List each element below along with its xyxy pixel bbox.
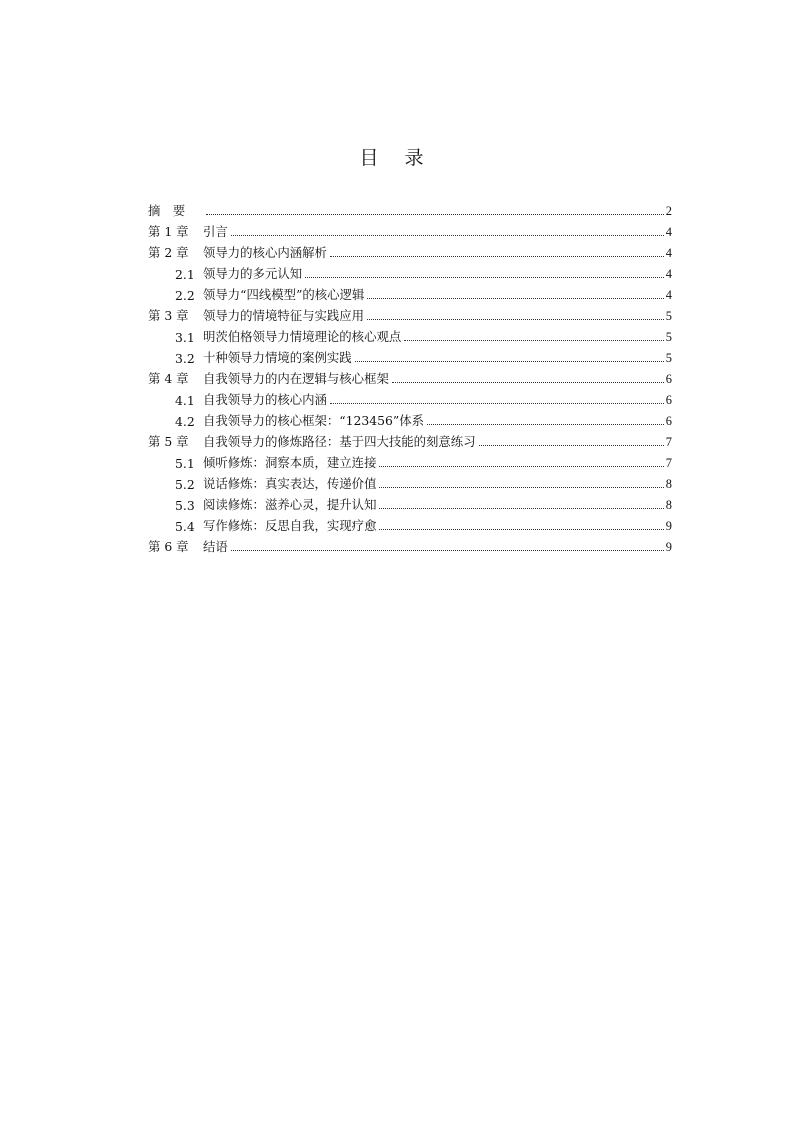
toc-entry-page: 6 bbox=[665, 372, 672, 386]
toc-entry[interactable] bbox=[148, 198, 672, 219]
toc-leader-dots bbox=[367, 319, 664, 320]
toc-leader-dots bbox=[379, 508, 663, 509]
toc-entry-label: 领导力“四线模型”的核心逻辑 bbox=[203, 287, 365, 302]
toc-entry-number: 3.2 bbox=[175, 351, 195, 366]
toc-entry-page: 9 bbox=[665, 540, 672, 554]
toc-leader-dots bbox=[231, 235, 664, 236]
toc-entry-number: 5.2 bbox=[175, 477, 195, 492]
toc-entry[interactable] bbox=[148, 471, 672, 492]
toc-entry-page: 7 bbox=[665, 456, 672, 470]
toc-leader-dots bbox=[379, 466, 663, 467]
page-title: 目 录 bbox=[359, 147, 434, 169]
toc-entry-number: 5.4 bbox=[175, 519, 195, 534]
toc-entry-page: 6 bbox=[665, 393, 672, 407]
toc-entry-number: 第 1 章 bbox=[148, 224, 189, 239]
toc-leader-dots bbox=[206, 214, 664, 215]
toc-entry-number: 第 3 章 bbox=[148, 308, 189, 323]
toc-entry-number: 5.3 bbox=[175, 498, 195, 513]
toc-entry-label: 领导力的核心内涵解析 bbox=[203, 245, 327, 260]
toc-entry[interactable] bbox=[148, 429, 672, 450]
toc-entry-label: 十种领导力情境的案例实践 bbox=[203, 350, 352, 365]
toc-entry[interactable] bbox=[148, 240, 672, 261]
toc-entry-page: 9 bbox=[665, 519, 672, 533]
toc-entry-page: 4 bbox=[665, 225, 672, 239]
toc-entry-page: 5 bbox=[665, 330, 672, 344]
toc-entry-page: 8 bbox=[665, 498, 672, 512]
toc-entry[interactable] bbox=[148, 492, 672, 513]
toc-entry-page: 4 bbox=[665, 288, 672, 302]
toc-leader-dots bbox=[427, 424, 664, 425]
toc-entry[interactable] bbox=[148, 324, 672, 345]
toc-entry-number: 5.1 bbox=[175, 456, 195, 471]
toc-entry-page: 4 bbox=[665, 246, 672, 260]
toc-entry-page: 5 bbox=[665, 309, 672, 323]
toc-entry-label: 自我领导力的核心框架：“123456”体系 bbox=[203, 413, 425, 428]
toc-entry-number: 3.1 bbox=[175, 330, 195, 345]
toc-entry-label: 自我领导力的内在逻辑与核心框架 bbox=[203, 371, 389, 386]
toc-entry-label: 结语 bbox=[203, 539, 228, 554]
toc-leader-dots bbox=[231, 550, 664, 551]
toc-entry-label: 引言 bbox=[203, 224, 228, 239]
toc-entry[interactable] bbox=[148, 366, 672, 387]
toc-leader-dots bbox=[355, 361, 664, 362]
toc-leader-dots bbox=[479, 445, 664, 446]
toc-entry-page: 5 bbox=[665, 351, 672, 365]
toc-entry-number: 第 6 章 bbox=[148, 539, 189, 554]
toc-entry[interactable] bbox=[148, 261, 672, 282]
toc-entry[interactable] bbox=[148, 303, 672, 324]
toc-entry-number: 4.1 bbox=[175, 393, 195, 408]
toc-entry-label: 说话修炼：真实表达，传递价值 bbox=[203, 476, 377, 491]
toc-leader-dots bbox=[330, 256, 664, 257]
toc-entry-label: 明茨伯格领导力情境理论的核心观点 bbox=[203, 329, 402, 344]
toc-entry[interactable] bbox=[148, 219, 672, 240]
toc-entry-label: 领导力的情境特征与实践应用 bbox=[203, 308, 365, 323]
toc-entry[interactable] bbox=[148, 345, 672, 366]
toc-leader-dots bbox=[305, 277, 664, 278]
toc-entry-page: 4 bbox=[665, 267, 672, 281]
toc-entry-label: 写作修炼：反思自我，实现疗愈 bbox=[203, 518, 377, 533]
toc-entry-page: 7 bbox=[665, 435, 672, 449]
toc-entry-label: 自我领导力的修炼路径：基于四大技能的刻意练习 bbox=[203, 434, 476, 449]
toc-leader-dots bbox=[379, 529, 663, 530]
toc-entry-number: 第 5 章 bbox=[148, 434, 189, 449]
toc-entry-page: 6 bbox=[665, 414, 672, 428]
toc-entry-label: 阅读修炼：滋养心灵，提升认知 bbox=[203, 497, 377, 512]
toc-leader-dots bbox=[367, 298, 663, 299]
toc-leader-dots bbox=[379, 487, 663, 488]
toc-entry-number: 4.2 bbox=[175, 414, 195, 429]
toc-entry-label: 自我领导力的核心内涵 bbox=[203, 392, 327, 407]
toc-entry-number: 第 4 章 bbox=[148, 371, 189, 386]
toc-entry[interactable] bbox=[148, 513, 672, 534]
toc-entry-label: 倾听修炼：洞察本质，建立连接 bbox=[203, 455, 377, 470]
toc-entry[interactable] bbox=[148, 408, 672, 429]
toc-entry-number: 摘 要 bbox=[148, 203, 186, 218]
toc-leader-dots bbox=[404, 340, 664, 341]
toc-entry-number: 2.2 bbox=[175, 288, 195, 303]
toc-entry[interactable] bbox=[148, 387, 672, 408]
toc-entry[interactable] bbox=[148, 450, 672, 471]
toc-entry-label: 领导力的多元认知 bbox=[203, 266, 303, 281]
toc-leader-dots bbox=[392, 382, 664, 383]
toc-entry[interactable] bbox=[148, 282, 672, 303]
toc-entry-page: 2 bbox=[665, 204, 672, 218]
toc-leader-dots bbox=[330, 403, 664, 404]
toc-entry-page: 8 bbox=[665, 477, 672, 491]
toc-entry-number: 第 2 章 bbox=[148, 245, 189, 260]
toc-entry-number: 2.1 bbox=[175, 267, 195, 282]
toc-entry[interactable] bbox=[148, 534, 672, 555]
table-of-contents bbox=[148, 198, 672, 555]
